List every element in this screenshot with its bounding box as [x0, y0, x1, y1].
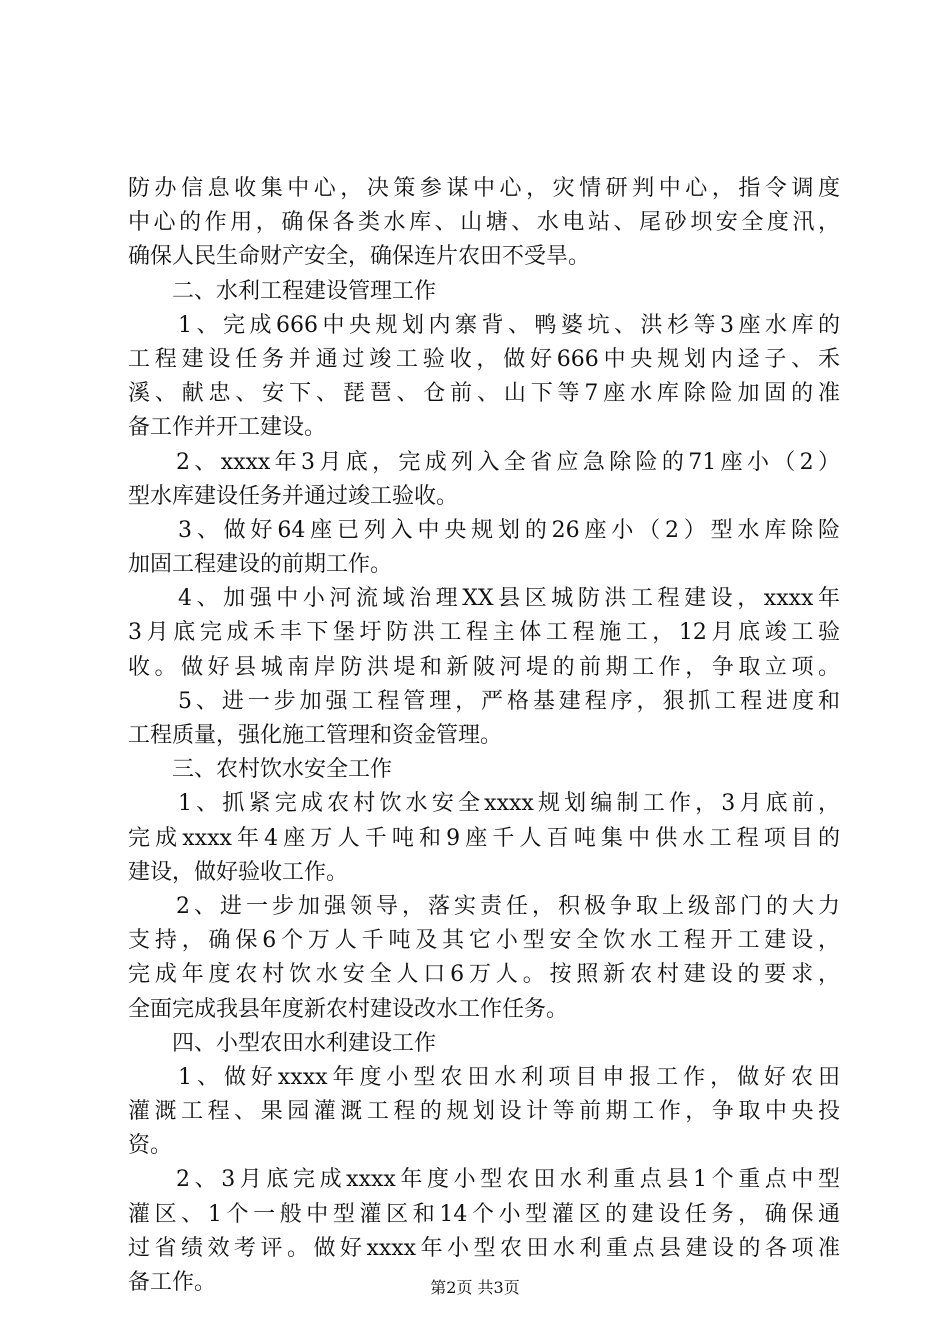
- text-line: 3月底完成禾丰下堡圩防洪工程主体工程施工，12月底竣工验: [128, 620, 840, 646]
- text-line: 4、加强中小河流域治理XX县区城防洪工程建设，xxxx年: [178, 586, 840, 612]
- text-line: 支持，确保6个万人千吨及其它小型安全饮水工程开工建设，: [128, 928, 840, 954]
- text-line: 2、xxxx年3月底，完成列入全省应急除险的71座小（2）: [176, 449, 840, 475]
- text-line: 备工作。: [128, 1270, 217, 1295]
- text-line: 确保人民生命财产安全，确保连片农田不受旱。: [128, 244, 591, 270]
- text-line: 建设，做好验收工作。: [128, 859, 349, 885]
- text-line: 2、进一步加强领导，落实责任，积极争取上级部门的大力: [176, 893, 840, 919]
- text-line: 工程质量，强化施工管理和资金管理。: [128, 723, 503, 748]
- text-line: 型水库建设任务并通过竣工验收。: [128, 483, 459, 509]
- text-line: 三、农村饮水安全工作: [172, 757, 393, 783]
- text-line: 收。做好县城南岸防洪堤和新陂河堤的前期工作，争取立项。: [128, 654, 840, 680]
- text-line: 二、水利工程建设管理工作: [172, 278, 437, 304]
- text-line: 资。: [128, 1133, 173, 1159]
- text-line: 5、进一步加强工程管理，严格基建程序，狠抓工程进度和: [178, 688, 840, 714]
- text-line: 溪、献忠、安下、琵琶、仓前、山下等7座水库除险加固的准: [128, 381, 840, 407]
- text-line: 防办信息收集中心，决策参谋中心，灾情研判中心，指令调度: [128, 176, 840, 201]
- text-line: 备工作并开工建设。: [128, 415, 327, 441]
- text-line: 全面完成我县年度新农村建设改水工作任务。: [128, 996, 569, 1022]
- text-line: 1、完成666中央规划内寨背、鸭婆坑、洪杉等3座水库的: [178, 312, 840, 338]
- text-line: 灌区、1个一般中型灌区和14个小型灌区的建设任务，确保通: [128, 1201, 840, 1227]
- text-line: 灌溉工程、果园灌溉工程的规划设计等前期工作，争取中央投: [128, 1099, 840, 1125]
- text-line: 完成年度农村饮水安全人口6万人。按照新农村建设的要求，: [128, 962, 840, 988]
- text-line: 3、做好64座已列入中央规划的26座小（2）型水库除险: [178, 517, 840, 543]
- text-line: 加固工程建设的前期工作。: [128, 552, 393, 578]
- text-line: 2、3月底完成xxxx年度小型农田水利重点县1个重点中型: [176, 1167, 840, 1193]
- text-line: 四、小型农田水利建设工作: [172, 1030, 437, 1056]
- text-line: 中心的作用，确保各类水库、山塘、水电站、尾砂坝安全度汛，: [128, 210, 840, 236]
- text-line: 1、做好xxxx年度小型农田水利项目申报工作，做好农田: [178, 1064, 840, 1090]
- text-line: 完成xxxx年4座万人千吨和9座千人百吨集中供水工程项目的: [128, 825, 840, 851]
- document-body: [128, 172, 840, 1300]
- text-line: 1、抓紧完成农村饮水安全xxxx规划编制工作，3月底前，: [178, 791, 840, 817]
- page-footer: 第2页 共3页: [430, 1278, 520, 1297]
- text-line: 过省绩效考评。做好xxxx年小型农田水利重点县建设的各项准: [128, 1235, 840, 1261]
- text-line: 工程建设任务并通过竣工验收，做好666中央规划内迳子、禾: [128, 346, 840, 372]
